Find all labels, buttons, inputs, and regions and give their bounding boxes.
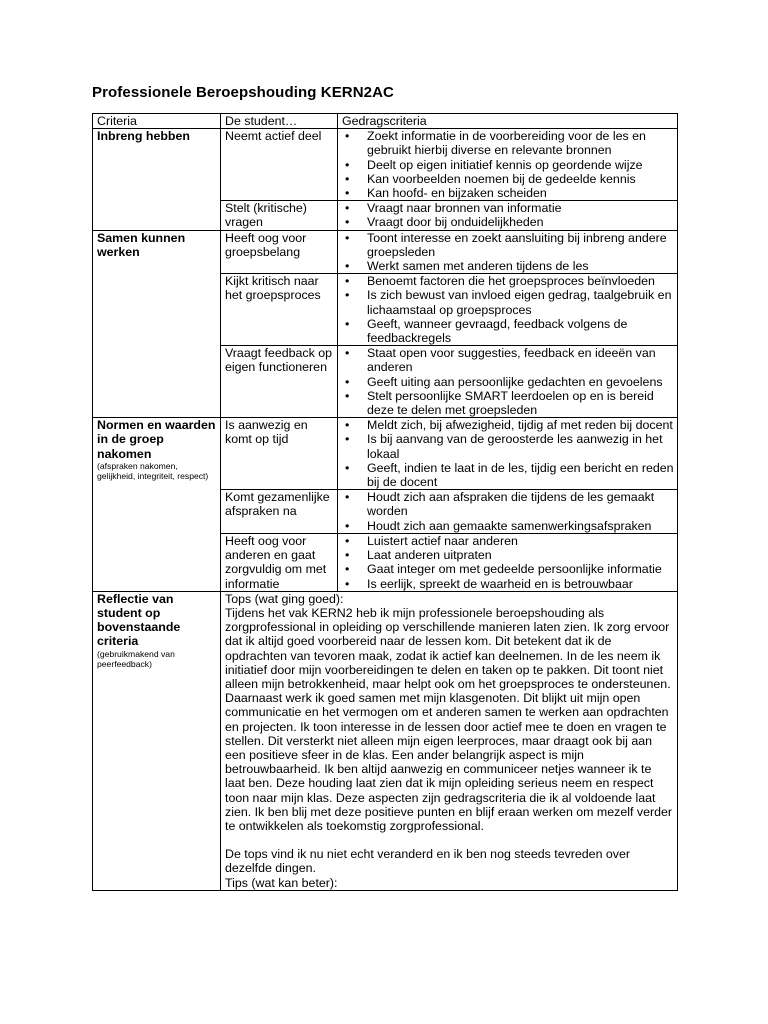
document-title: Professionele Beroepshouding KERN2AC	[92, 84, 394, 101]
list-item: • Kan voorbeelden noemen bij de gedeelde kennis	[342, 172, 674, 186]
header-student: De student…	[221, 114, 338, 129]
list-item: • Zoekt informatie in de voorbereiding voor de les en gebruikt hierbij diverse en relevante bronnen	[342, 129, 674, 157]
list-item: • Houdt zich aan gemaakte samenwerkingsafspraken	[342, 519, 674, 533]
list-item: • Stelt persoonlijke SMART leerdoelen op en is bereid deze te delen met groepsleden	[342, 389, 674, 417]
behaviour-cell	[338, 346, 678, 418]
paragraph-spacer	[225, 833, 674, 847]
list-item: • Meldt zich, bij afwezigheid, tijdig af met reden bij docent	[342, 418, 674, 432]
behaviour-cell	[338, 418, 678, 490]
student-cell: Stelt (kritische) vragen	[221, 201, 338, 230]
criterion-cell	[93, 418, 221, 591]
criterion-title: Reflectie van student op bovenstaande criteria	[97, 591, 181, 649]
tops-label: Tops (wat ging goed):	[225, 591, 344, 606]
criterion-cell	[93, 230, 221, 418]
student-cell: Heeft oog voor anderen en gaat zorgvuldig om met informatie	[221, 533, 338, 591]
list-item: • Houdt zich aan afspraken die tijdens de les gemaakt worden	[342, 490, 674, 518]
table-row	[93, 230, 678, 274]
behaviour-list	[342, 418, 674, 489]
criterion-title: Samen kunnen werken	[97, 230, 186, 259]
criterion-subtitle: (gebruikmakend van peerfeedback)	[97, 648, 175, 670]
criterion-title: Normen en waarden in de groep nakomen	[97, 418, 216, 461]
behaviour-list	[342, 346, 674, 417]
list-item: • Deelt op eigen initiatief kennis op geordende wijze	[342, 158, 674, 172]
criterion-cell	[93, 129, 221, 230]
list-item: • Geeft, indien te laat in de les, tijdig een bericht en reden bij de docent	[342, 461, 674, 489]
student-cell: Is aanwezig en komt op tijd	[221, 418, 338, 490]
list-item: • Vraagt door bij onduidelijkheden	[342, 215, 674, 229]
tops-text: Tijdens het vak KERN2 heb ik mijn professionele beroepshouding als zorgprofessional in opleiding op verschillende manieren laten zien. Ik zorg ervoor dat ik altijd goed voorbereid naar de lessen kom. Dit betekent dat ik de opdrachten van tevoren maak, zodat ik actief kan deelnemen. In de les neem ik initiatief door mijn voorbereidingen te delen en taken op te pakken. Dit toont niet alleen mijn betrokkenheid, maar helpt ook om het groepsproces te ondersteunen. Daarnaast werk ik goed samen met mijn klasgenoten. Dit blijkt uit mijn open communicatie en het vermogen om et anderen samen te werken aan opdrachten en projecten. Ik toon interesse in de lessen door actief mee te doen en vragen te stellen. Dit versterkt niet alleen mijn eigen leerproces, maar draagt ook bij aan een positieve sfeer in de klas. Een ander belangrijk aspect is mijn betrouwbaarheid. Ik ben altijd aanwezig en communiceer netjes wanneer ik te laat ben. Deze houding laat zien dat ik mijn opleiding serieus neem en respect toon naar mijn klas. Deze aspecten zijn gedragscriteria die ik al voldoende laat zien. Ik ben blij met deze positieve punten en blijf eraan werken om mezelf verder te ontwikkelen als toekomstig zorgprofessional.	[225, 605, 672, 833]
behaviour-list	[342, 231, 674, 274]
behaviour-list	[342, 534, 674, 591]
behaviour-cell	[338, 230, 678, 274]
table-row	[93, 129, 678, 201]
student-cell: Kijkt kritisch naar het groepsproces	[221, 274, 338, 346]
list-item: • Benoemt factoren die het groepsproces beïnvloeden	[342, 274, 674, 288]
list-item: • Staat open voor suggesties, feedback en ideeën van anderen	[342, 346, 674, 374]
behaviour-cell	[338, 533, 678, 591]
list-item: • Werkt samen met anderen tijdens de les	[342, 259, 674, 273]
list-item: • Gaat integer om met gedeelde persoonlijke informatie	[342, 562, 674, 576]
list-item: • Geeft uiting aan persoonlijke gedachten en gevoelens	[342, 375, 674, 389]
tips-label: Tips (wat kan beter):	[225, 875, 338, 890]
header-behaviour-criteria: Gedragscriteria	[338, 114, 678, 129]
list-item: • Is zich bewust van invloed eigen gedrag, taalgebruik en lichaamstaal op groepsproces	[342, 288, 674, 316]
list-item: • Laat anderen uitpraten	[342, 548, 674, 562]
behaviour-list	[342, 490, 674, 533]
criterion-subtitle: (afspraken nakomen, gelijkheid, integriteit, respect)	[97, 460, 209, 482]
behaviour-cell	[338, 201, 678, 230]
list-item: • Kan hoofd- en bijzaken scheiden	[342, 186, 674, 200]
table-header-row	[93, 114, 678, 129]
behaviour-list	[342, 274, 674, 345]
list-item: • Is eerlijk, spreekt de waarheid en is betrouwbaar	[342, 577, 674, 591]
list-item: • Toont interesse en zoekt aansluiting bij inbreng andere groepsleden	[342, 231, 674, 259]
student-cell: Neemt actief deel	[221, 129, 338, 201]
table-row	[93, 591, 678, 890]
followup-text: De tops vind ik nu niet echt veranderd en ik ben nog steeds tevreden over dezelfde dingen.	[225, 847, 631, 876]
list-item: • Vraagt naar bronnen van informatie	[342, 201, 674, 215]
header-criteria: Criteria	[93, 114, 221, 129]
criteria-table	[92, 113, 678, 891]
student-cell: Vraagt feedback op eigen functioneren	[221, 346, 338, 418]
list-item: • Is bij aanvang van de geroosterde les aanwezig in het lokaal	[342, 432, 674, 460]
list-item: • Geeft, wanneer gevraagd, feedback volgens de feedbackregels	[342, 317, 674, 345]
behaviour-list	[342, 129, 674, 200]
behaviour-cell	[338, 129, 678, 201]
criterion-title: Inbreng hebben	[97, 129, 190, 144]
behaviour-cell	[338, 490, 678, 534]
list-item: • Luistert actief naar anderen	[342, 534, 674, 548]
reflection-cell	[221, 591, 678, 890]
behaviour-cell	[338, 274, 678, 346]
behaviour-list	[342, 201, 674, 229]
criterion-cell	[93, 591, 221, 890]
student-cell: Komt gezamenlijke afspraken na	[221, 490, 338, 534]
student-cell: Heeft oog voor groepsbelang	[221, 230, 338, 274]
table-row	[93, 418, 678, 490]
